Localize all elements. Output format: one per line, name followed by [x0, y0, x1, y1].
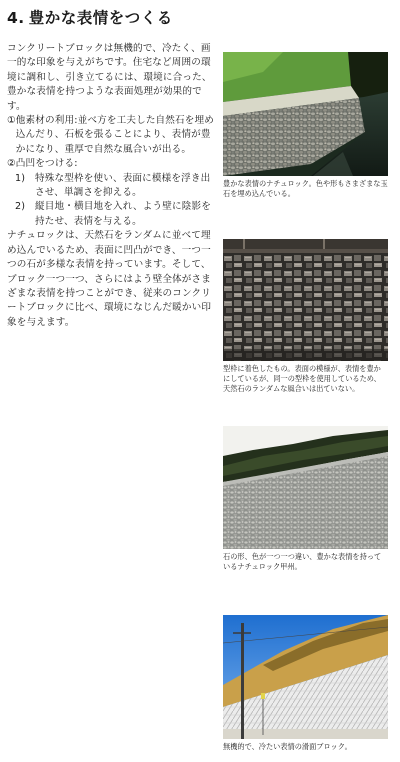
figure-4 — [223, 615, 388, 752]
point-1-text: 他素材の利用:並べ方を工夫した自然石を埋め込んだり、石板を張ることにより、表情が豊かになり、重厚で自然な風合いが出る。 — [15, 115, 215, 155]
point-2 — [7, 157, 215, 171]
figure-4-caption: 無機的で、冷たい表情の滑面ブロック。 — [223, 742, 352, 751]
photo-natural-stone-wall-pond — [223, 52, 388, 176]
intro-paragraph: コンクリートブロックは無機的で、冷たく、画一的な印象を与えがちです。住宅など周囲の環境に調和し、引き立てるには、環境に合った、豊かな表情を持つような表面処理が効果的です。 — [7, 43, 212, 112]
section-title: 豊かな表情をつくる — [28, 9, 173, 27]
closing-paragraph: ナチュロックは、天然石をランダムに並べて埋め込んでいるため、表面に凹凸ができ、一つ一つの石が多様な表情を持っています。そして、ブロック一つ一つ、さらにはよう壁全体がさまざまな表情を持つことができ、従来のコンクリートブロックに比べ、環境になじんだ暖かい印象を与えます。 — [7, 230, 212, 328]
photo-smooth-block-wall — [223, 615, 388, 739]
section-number: 4. — [7, 9, 25, 27]
point-1-marker: ① — [7, 115, 16, 127]
point-2-text: 凸凹をつける: — [15, 158, 78, 170]
point-2-item-2-marker: 2) — [15, 201, 26, 213]
figure-2-caption: 型枠に着色したもの。表面の模様が、表情を豊かにしているが、同一の型枠を使用しているため、天然石のランダムな風合いは出ていない。 — [223, 364, 381, 393]
point-2-item-2-text: 縦目地・横目地を入れ、よう壁に陰影を持たせ、表情を与える。 — [35, 201, 211, 227]
section-heading — [7, 6, 173, 28]
figure-2 — [223, 239, 388, 394]
figure-1-caption: 豊かな表情のナチュロック。色や形もさまざまな玉石を埋め込んでいる。 — [223, 179, 388, 198]
figure-3 — [223, 426, 388, 572]
body-text — [7, 42, 215, 330]
point-2-item-1 — [7, 172, 215, 201]
figure-1 — [223, 52, 388, 199]
point-2-item-1-text: 特殊な型枠を使い、表面に模様を浮き出させ、単調さを抑える。 — [35, 172, 211, 199]
point-1 — [7, 114, 215, 157]
point-2-marker: ② — [7, 158, 16, 170]
point-2-item-2 — [7, 200, 215, 229]
photo-natural-stone-wall-hedge — [223, 426, 388, 549]
photo-patterned-formliner-wall — [223, 239, 388, 361]
figure-3-caption: 石の形、色が一つ一つ違い、豊かな表情を持っているナチュロック甲州。 — [223, 552, 382, 571]
point-2-item-1-marker: 1) — [15, 172, 26, 184]
